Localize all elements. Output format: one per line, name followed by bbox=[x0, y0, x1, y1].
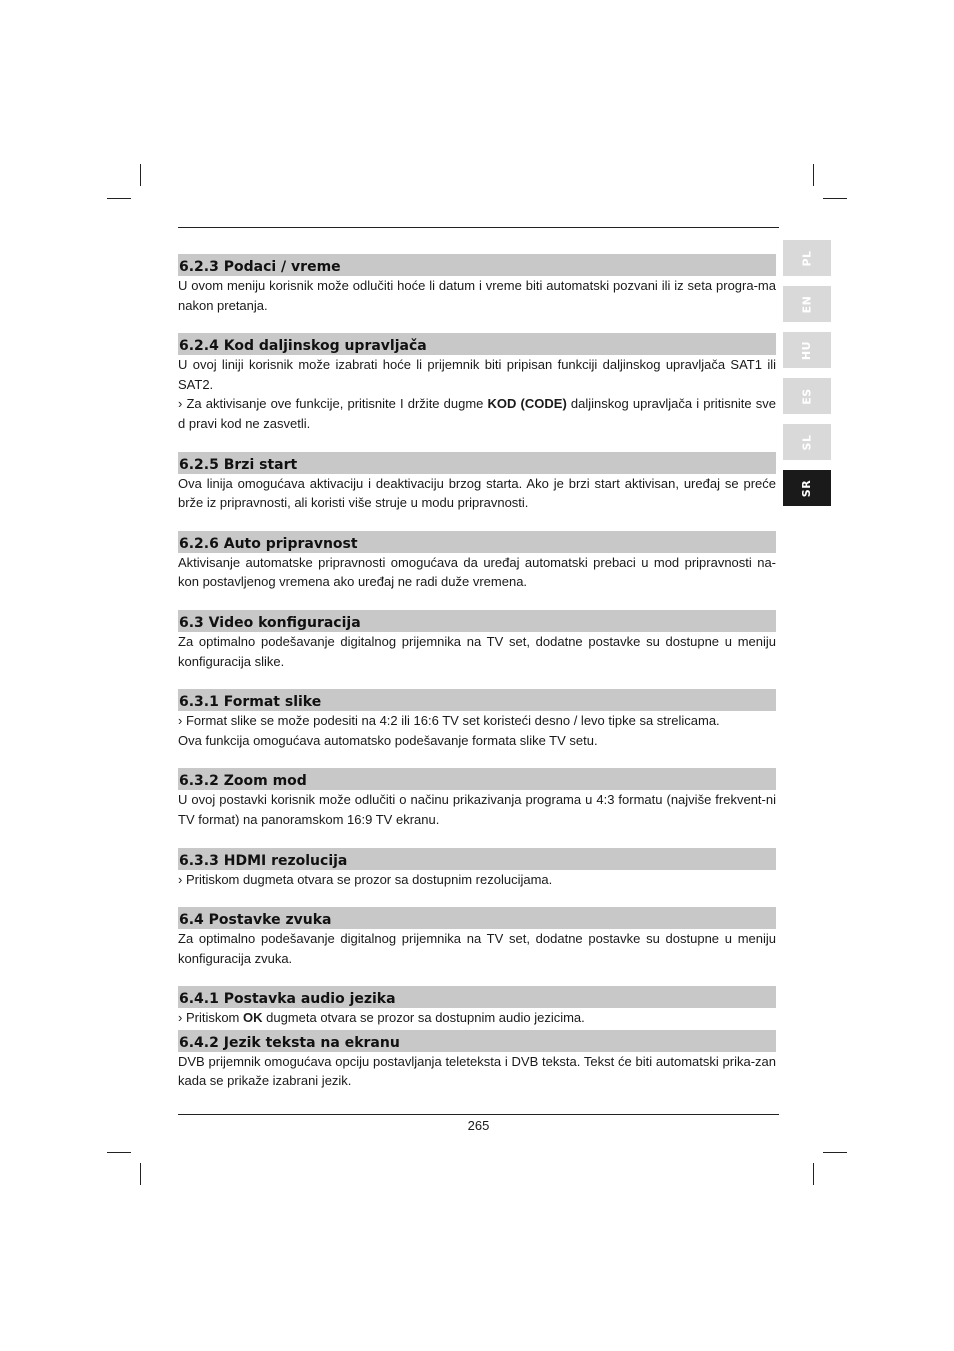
text-run: Za optimalno podešavanje digitalnog prijemnika na TV set, dodatne postavke su dostupne u meniju konfiguracija slike. bbox=[178, 633, 776, 669]
section-paragraph bbox=[178, 711, 776, 731]
language-tab-label: ES bbox=[800, 387, 814, 405]
section-heading: 6.2.5 Brzi start bbox=[178, 452, 776, 474]
language-tab-label: EN bbox=[800, 295, 814, 313]
section-paragraph bbox=[178, 553, 776, 592]
crop-mark-top-left-h bbox=[107, 198, 131, 199]
section bbox=[178, 768, 776, 829]
section-heading: 6.3.2 Zoom mod bbox=[178, 768, 776, 790]
bold-text: KOD (CODE) bbox=[487, 396, 567, 412]
section-paragraph bbox=[178, 790, 776, 829]
section-heading: 6.2.4 Kod daljinskog upravljača bbox=[178, 333, 776, 355]
section-paragraph bbox=[178, 474, 776, 513]
crop-mark-bottom-right-h bbox=[823, 1152, 847, 1153]
text-run: › Pritiskom bbox=[178, 1010, 243, 1026]
text-run: Za optimalno podešavanje digitalnog prijemnika na TV set, dodatne postavke su dostupne u meniju konfiguracija zvuka. bbox=[178, 931, 776, 966]
language-tab-pl[interactable] bbox=[783, 240, 831, 276]
section-heading: 6.3 Video konfiguracija bbox=[178, 610, 776, 632]
crop-mark-top-right-h bbox=[823, 198, 847, 199]
language-tab-hu[interactable] bbox=[783, 332, 831, 368]
bold-text: OK bbox=[243, 1010, 263, 1026]
text-run: U ovom meniju korisnik može odlučiti hoće li datum i vreme biti automatski pozvani ili iz seta progra-ma nakon pretanja. bbox=[178, 278, 776, 313]
language-tab-label: HU bbox=[800, 340, 814, 360]
text-run: › Za aktivisanje ove funkcije, pritisnite I držite dugme bbox=[178, 396, 488, 412]
crop-mark-top-right-v bbox=[813, 164, 814, 186]
section bbox=[178, 531, 776, 592]
section-heading: 6.2.6 Auto pripravnost bbox=[178, 531, 776, 553]
crop-mark-bottom-right-v bbox=[813, 1163, 814, 1185]
section-paragraph bbox=[178, 394, 776, 433]
text-run: U ovoj postavki korisnik može odlučiti o načinu prikazivanja programa u 4:3 formatu (najviše frekvent-ni TV format) na panoramskom 16:9 TV ekranu. bbox=[178, 792, 776, 827]
section-heading: 6.4.2 Jezik teksta na ekranu bbox=[178, 1030, 776, 1052]
section-paragraph bbox=[178, 731, 776, 751]
text-run: daljinskog upravljača i pritisnite sve d pravi kod ne zasvetli. bbox=[178, 396, 777, 431]
text-run: Ova funkcija omogućava automatsko podešavanje formata slike TV setu. bbox=[178, 732, 598, 748]
section bbox=[178, 333, 776, 433]
language-tab-label: SL bbox=[800, 434, 814, 450]
text-run: U ovoj liniji korisnik može izabrati hoće li prijemnik biti pripisan funkciji daljinskog upravljača SAT1 ili SAT2. bbox=[178, 357, 776, 392]
section-paragraph bbox=[178, 355, 776, 394]
crop-mark-top-left-v bbox=[140, 164, 141, 186]
section bbox=[178, 848, 776, 890]
section bbox=[178, 1030, 776, 1091]
bottom-rule bbox=[178, 1114, 779, 1115]
language-tab-es[interactable] bbox=[783, 378, 831, 414]
language-tab-label: PL bbox=[800, 249, 814, 267]
section-paragraph bbox=[178, 276, 776, 315]
section-paragraph bbox=[178, 870, 776, 890]
text-run: dugmeta otvara se prozor sa dostupnim audio jezicima. bbox=[262, 1010, 585, 1026]
page-number: 265 bbox=[467, 1118, 490, 1133]
section-paragraph bbox=[178, 632, 776, 671]
text-run: Ova linija omogućava aktivaciju i deaktivaciju brzog starta. Ako je brzi start aktivisan, uređaj se preće brže iz pripravnosti, ali koristi više struje u modu pripravnosti. bbox=[178, 475, 776, 511]
text-run: Aktivisanje automatske pripravnosti omogućava da uređaj automatski prebaci u mod pripravnosti na-kon postavljenog vremena ako uređaj ne radi duže vremena. bbox=[178, 554, 776, 590]
section-heading: 6.2.3 Podaci / vreme bbox=[178, 254, 776, 276]
crop-mark-bottom-left-h bbox=[107, 1152, 131, 1153]
section bbox=[178, 452, 776, 513]
section-heading: 6.3.3 HDMI rezolucija bbox=[178, 848, 776, 870]
section-heading: 6.4.1 Postavka audio jezika bbox=[178, 986, 776, 1008]
language-tab-label: SR bbox=[800, 479, 814, 497]
language-tab-en[interactable] bbox=[783, 286, 831, 322]
text-run: › Format slike se može podesiti na 4:2 ili 16:6 TV set koristeći desno / levo tipke sa strelicama. bbox=[178, 713, 720, 729]
section bbox=[178, 986, 776, 1028]
section bbox=[178, 689, 776, 750]
crop-mark-bottom-left-v bbox=[140, 1163, 141, 1185]
section bbox=[178, 254, 776, 315]
top-rule bbox=[178, 227, 779, 228]
section bbox=[178, 610, 776, 671]
section-paragraph bbox=[178, 1052, 776, 1091]
section-paragraph bbox=[178, 929, 776, 968]
section-paragraph bbox=[178, 1008, 776, 1028]
section bbox=[178, 907, 776, 968]
language-tab-sl[interactable] bbox=[783, 424, 831, 460]
section-heading: 6.4 Postavke zvuka bbox=[178, 907, 776, 929]
page-content bbox=[178, 254, 776, 1109]
text-run: DVB prijemnik omogućava opciju postavljanja teleteksta i DVB teksta. Tekst će biti automatski prika-zan kada se prikaže izabrani jezik. bbox=[178, 1053, 776, 1089]
section-heading: 6.3.1 Format slike bbox=[178, 689, 776, 711]
text-run: › Pritiskom dugmeta otvara se prozor sa dostupnim rezolucijama. bbox=[178, 871, 553, 887]
language-tab-sr[interactable] bbox=[783, 470, 831, 506]
